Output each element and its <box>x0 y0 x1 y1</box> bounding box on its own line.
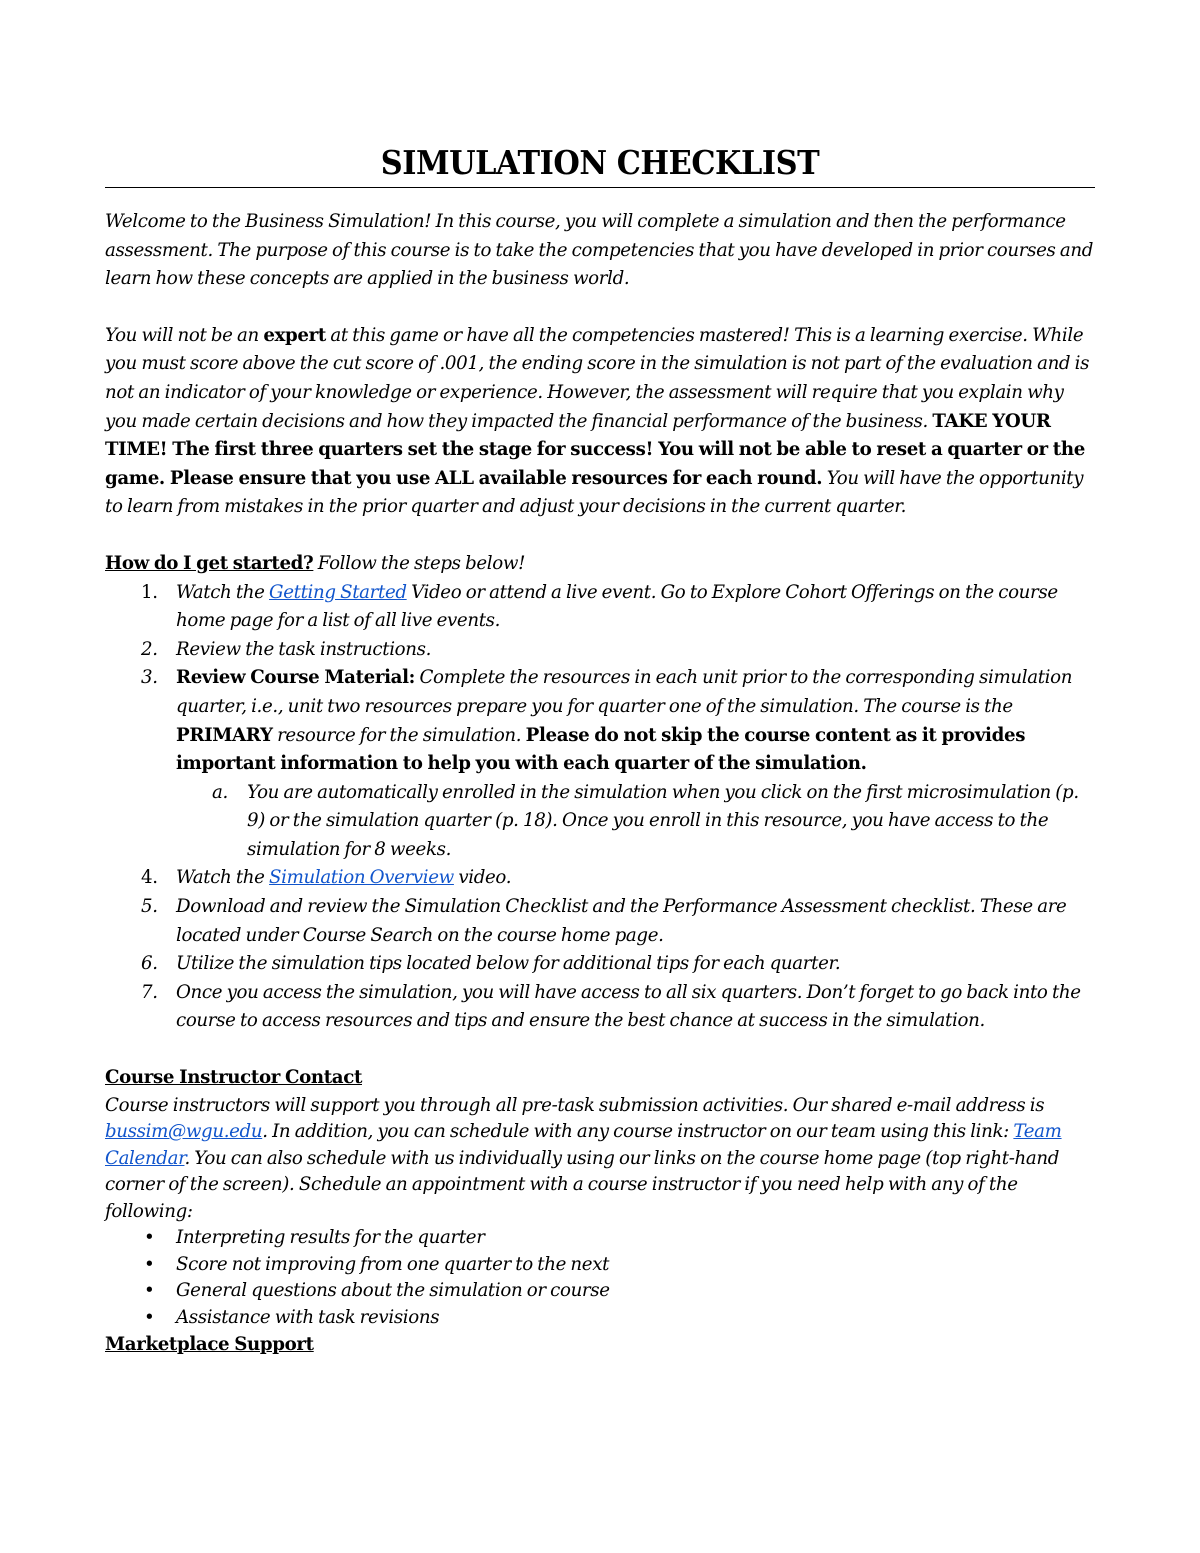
contact-text-3: . You can also schedule with us individually using our links on the course home page (top right-hand corner of the screen). Schedule an appointment with a course instructor if you need help with any of the following: <box>105 1147 1060 1222</box>
step-text: Once you access the simulation, you will have access to all six quarters. Don’t forget to go back into the course to access resources and tips and ensure the best chance at success in the simulation. <box>176 981 1081 1032</box>
step-text: Watch the <box>176 867 270 889</box>
step-emphasis: Please do not skip the course content as it provides important information to help you with each quarter of the simulation. <box>176 724 1026 775</box>
contact-heading: Course Instructor Contact <box>105 1067 362 1089</box>
step-text: Video or attend a live event. Go to Explore Cohort Offerings on the course home page for a list of all live events. <box>176 581 1058 632</box>
contact-bullet-list <box>105 1225 1095 1331</box>
step-number: 3. <box>141 667 158 689</box>
page-title: SIMULATION CHECKLIST <box>380 143 820 182</box>
bullet-item <box>144 1278 1095 1305</box>
getting-started-title: How do I get started? <box>105 552 314 574</box>
bullet-item <box>144 1305 1095 1332</box>
getting-started-link[interactable]: Getting Started <box>269 581 407 603</box>
sub-step-letter: a. <box>212 781 228 803</box>
sub-step-text: You are automatically enrolled in the simulation when you click on the first microsimulation (p. 9) or the simulation quarter (p. 18). Once you enroll in this resource, you have access to the simulation for 8 weeks. <box>247 781 1079 860</box>
step-text: Watch the <box>176 581 270 603</box>
team-calendar-link[interactable]: Team Calendar <box>105 1121 1062 1169</box>
step-number: 2. <box>141 638 158 660</box>
step-number: 7. <box>141 981 158 1003</box>
step-item <box>141 979 1095 1036</box>
marketplace-heading: Marketplace Support <box>105 1334 314 1356</box>
step-item <box>141 579 1095 636</box>
step-text: Download and review the Simulation Checklist and the Performance Assessment checklist. These are located under Course Search on the course home page. <box>176 896 1067 946</box>
bullet-dot: • <box>144 1280 155 1302</box>
step-label: Review Course Material: <box>176 667 416 689</box>
guidance-text-1: You will not be an <box>105 324 264 346</box>
document-body <box>105 208 1095 1360</box>
sub-step-item <box>212 779 1095 865</box>
step-item <box>141 893 1095 950</box>
bullet-item <box>144 1225 1095 1252</box>
bullet-text: General questions about the simulation or course <box>176 1280 610 1302</box>
guidance-text-3: You will have the opportunity to learn from mistakes in the prior quarter and adjust your decisions in the current quarter. <box>105 467 1084 518</box>
step-sub-list <box>176 779 1095 865</box>
step-text: video. <box>453 867 512 889</box>
bullet-text: Score not improving from one quarter to the next <box>176 1253 610 1275</box>
step-item <box>141 950 1095 979</box>
guidance-text-2: at this game or have all the competencies mastered! This is a learning exercise. While you must score above the cut score of .001, the ending score in the simulation is not part of the evaluation and is not an indicator of your knowledge or experience. However, the assessment will require that you explain why you made certain decisions and how they impacted the financial performance of the business. <box>105 324 1090 432</box>
step-emphasis: PRIMARY <box>176 724 273 746</box>
guidance-emphasis-expert: expert <box>263 324 326 346</box>
intro-paragraph: Welcome to the Business Simulation! In this course, you will complete a simulation and then the performance assessment. The purpose of this course is to take the competencies that you have developed in prior courses and learn how these concepts are applied in the business world. <box>105 211 1094 290</box>
step-text: Complete the resources in each unit prior to the corresponding simulation quarter, i.e., unit two resources prepare you for quarter one of the simulation. The course is the <box>176 667 1073 717</box>
step-text: resource for the simulation. <box>272 724 526 746</box>
step-text: Utilize the simulation tips located below for additional tips for each quarter. <box>176 953 841 975</box>
guidance-paragraph <box>105 322 1095 522</box>
step-number: 4. <box>141 867 158 889</box>
step-number: 6. <box>141 953 158 975</box>
step-item <box>141 664 1095 864</box>
step-number: 1. <box>141 581 158 603</box>
document-page <box>105 140 1095 1360</box>
bullet-dot: • <box>144 1253 155 1275</box>
bullet-dot: • <box>144 1227 155 1249</box>
step-item <box>141 864 1095 893</box>
step-item <box>141 636 1095 665</box>
contact-paragraph <box>105 1093 1095 1226</box>
bullet-text: Assistance with task revisions <box>176 1306 440 1328</box>
step-text: Review the task instructions. <box>176 638 432 660</box>
bullet-dot: • <box>144 1306 155 1328</box>
title-rule <box>105 187 1095 188</box>
guidance-emphasis-bold: TAKE YOUR TIME! The first three quarters set the stage for success! You will not be able to reset a quarter or the game. Please ensure that you use ALL available resources for each round. <box>105 410 1085 489</box>
step-number: 5. <box>141 896 158 918</box>
bullet-text: Interpreting results for the quarter <box>176 1227 485 1249</box>
email-link[interactable]: bussim@wgu.edu <box>105 1121 263 1143</box>
getting-started-heading <box>105 550 1095 579</box>
getting-started-subtitle: Follow the steps below! <box>313 552 526 574</box>
contact-text-2: . In addition, you can schedule with any course instructor on our team using this link: <box>262 1121 1014 1143</box>
getting-started-steps <box>105 579 1095 1037</box>
simulation-overview-link[interactable]: Simulation Overview <box>269 867 454 889</box>
bullet-item <box>144 1252 1095 1279</box>
contact-text-1: Course instructors will support you through all pre-task submission activities. Our shared e-mail address is <box>105 1094 1045 1116</box>
